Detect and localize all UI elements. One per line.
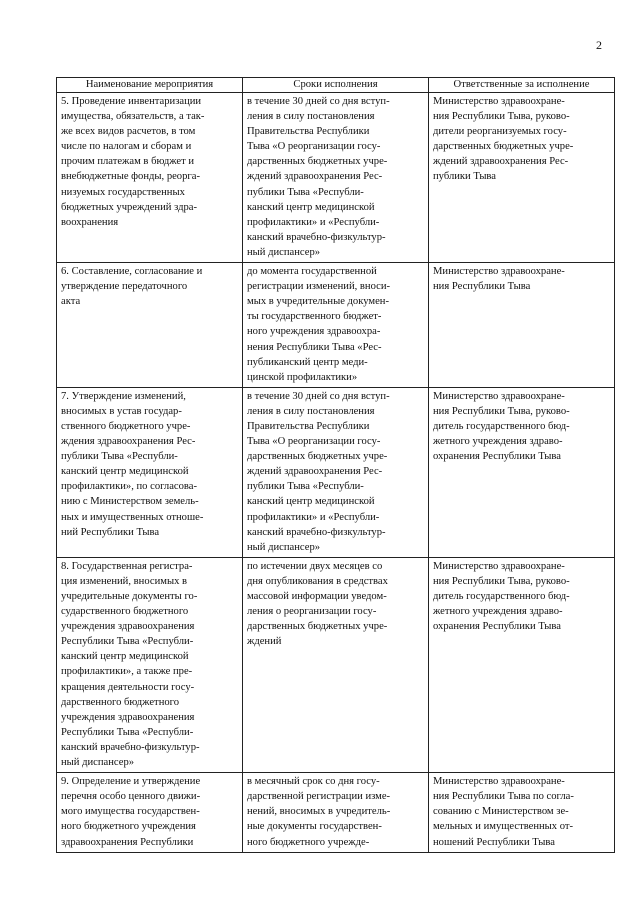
- activity-cell: [57, 557, 243, 772]
- responsible-text: Министерство здравоохране- ния Республики Тыва по согла- сованию с Министерством зе- мельных и имущественных от- ношений Республики Тыва: [433, 776, 574, 848]
- responsible-cell: [429, 773, 615, 852]
- table-row: [57, 557, 615, 772]
- table-row: [57, 263, 615, 388]
- table-row: [57, 773, 615, 852]
- deadline-cell: [243, 263, 429, 388]
- deadline-cell: [243, 387, 429, 557]
- page-number: 2: [596, 38, 602, 52]
- header-deadline: Сроки исполнения: [243, 78, 429, 93]
- responsible-cell: [429, 263, 615, 388]
- responsible-text: Министерство здравоохране- ния Республики Тыва, руково- дители реорганизуемых госу- дарственных бюджетных учре- ждений здравоохранения Рес- публики Тыва: [433, 96, 574, 183]
- activity-text: 9. Определение и утверждение перечня особо ценного движи- мого имущества государствен- ного бюджетного учреждения здравоохранения Республики: [61, 776, 201, 848]
- deadline-text: в течение 30 дней со дня вступ- ления в силу постановления Правительства Республики Тыва «О реорганизации госу- дарственных бюджетных учре- ждений здравоохранения Рес- публики Тыва «Республи- канский центр медицинской профилактики» и «Республи- канский врачебно-физкультур- ный диспансер»: [247, 390, 390, 553]
- responsible-text: Министерство здравоохране- ния Республики Тыва, руково- дитель государственного бюд- жетного учреждения здраво- охранения Республики Тыва: [433, 390, 570, 463]
- header-activity: Наименование мероприятия: [57, 78, 243, 93]
- deadline-text: в месячный срок со дня госу- дарственной регистрации изме- нений, вносимых в учредитель- ные документы государствен- ного бюджетного учрежде-: [247, 776, 391, 848]
- deadline-text: до момента государственной регистрации изменений, вноси- мых в учредительные докумен- ты государственного бюджет- ного учреждения здравоохра- нения Республики Тыва «Рес- публиканский центр меди- цинской профилактики»: [247, 266, 391, 383]
- activity-cell: [57, 773, 243, 852]
- activity-text: 6. Составление, согласование и утверждение передаточного акта: [61, 266, 203, 308]
- table-header-row: [57, 78, 615, 93]
- activity-text: 7. Утверждение изменений, вносимых в устав государ- ственного бюджетного учре- ждения здравоохранения Рес- публики Тыва «Республи- канский центр медицинской профилактики», по согласова- нию с Министерством земель- ных и имущественных отноше- ний Республики Тыва: [61, 390, 204, 538]
- activity-text: 5. Проведение инвентаризации имущества, обязательств, а так- же всех видов расчетов, в том числе по налогам и сборам и прочим платежам в бюджет и внебюджетные фонды, реорга- низуемых государственных бюджетных учреждений здра- воохранения: [61, 96, 205, 228]
- deadline-cell: [243, 557, 429, 772]
- activities-table: [56, 77, 615, 853]
- table-row: [57, 93, 615, 263]
- deadline-text: по истечении двух месяцев со дня опубликования в средствах массовой информации уведом- ления о реорганизации госу- дарственных бюджетных учре- ждений: [247, 560, 388, 648]
- activity-cell: [57, 387, 243, 557]
- table-row: [57, 387, 615, 557]
- responsible-cell: [429, 387, 615, 557]
- responsible-cell: [429, 557, 615, 772]
- deadline-cell: [243, 773, 429, 852]
- deadline-text: в течение 30 дней со дня вступ- ления в силу постановления Правительства Республики Тыва «О реорганизации госу- дарственных бюджетных учре- ждений здравоохранения Рес- публики Тыва «Республи- канский центр медицинской профилактики» и «Республи- канский врачебно-физкультур- ный диспансер»: [247, 96, 390, 258]
- responsible-text: Министерство здравоохране- ния Республики Тыва: [433, 266, 565, 293]
- deadline-cell: [243, 93, 429, 263]
- activity-cell: [57, 93, 243, 263]
- responsible-text: Министерство здравоохране- ния Республики Тыва, руково- дитель государственного бюд- жетного учреждения здраво- охранения Республики Тыва: [433, 560, 570, 633]
- activity-text: 8. Государственная регистра- ция изменений, вносимых в учредительные документы го- сударственного бюджетного учреждения здравоохранения Республики Тыва «Республи- канский центр медицинской профилактики», а также пре- кращения деятельности госу- дарственного бюджетного учреждения здравоохранения Республики Тыва «Республи- канский врачебно-физкультур- ный диспансер»: [61, 560, 200, 769]
- activity-cell: [57, 263, 243, 388]
- responsible-cell: [429, 93, 615, 263]
- header-responsible: Ответственные за исполнение: [429, 78, 615, 93]
